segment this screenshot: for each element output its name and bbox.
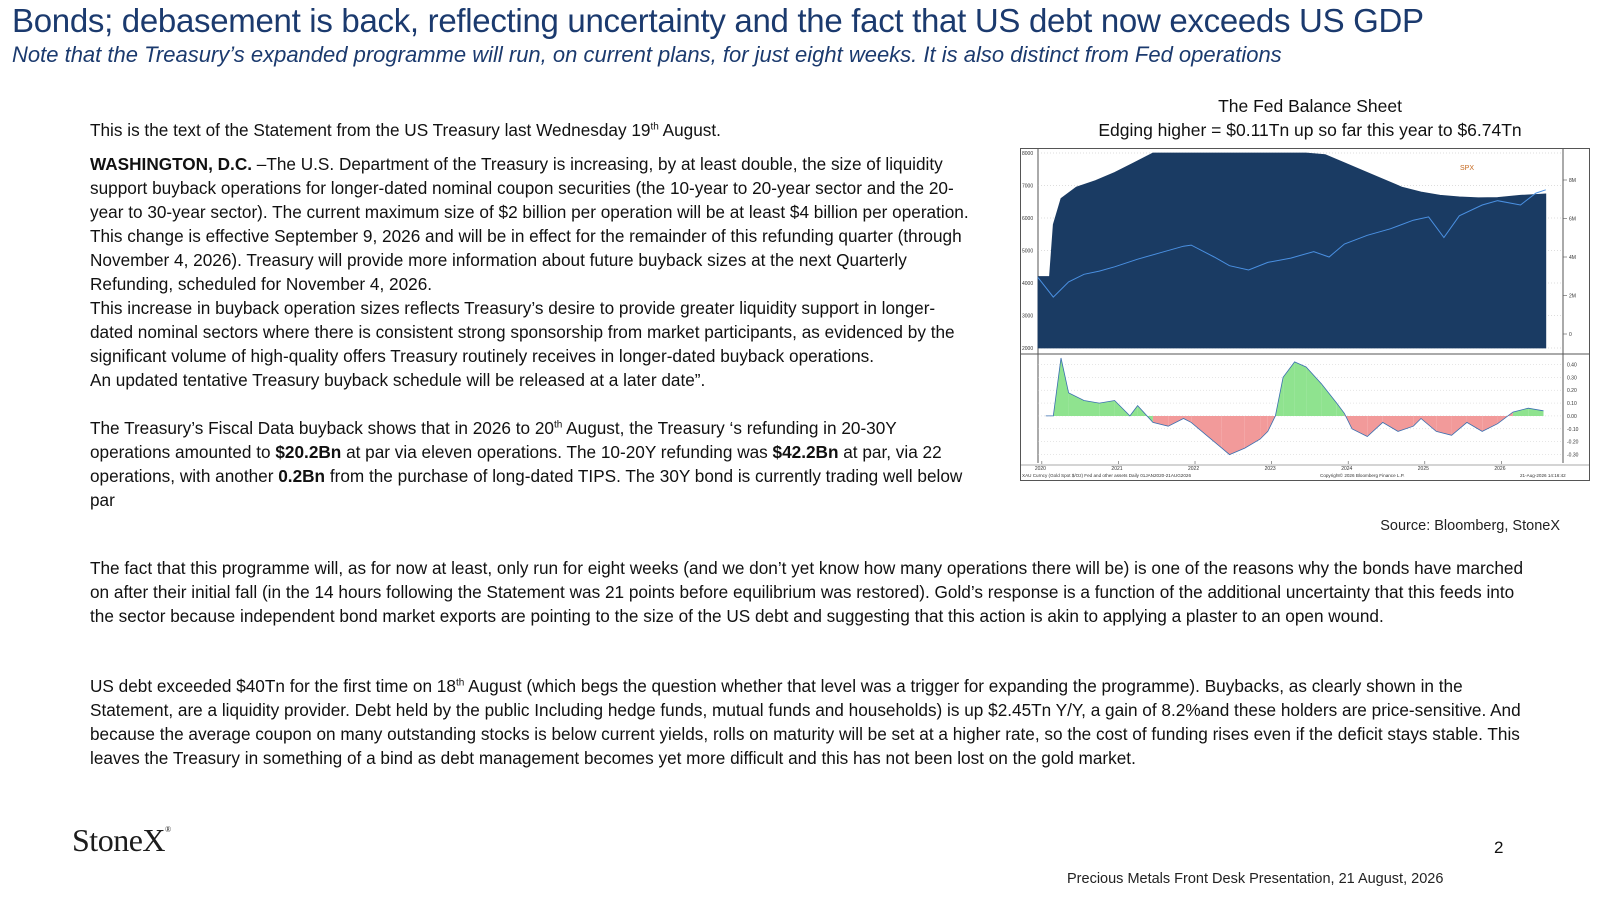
- y-right-tick-label: 6M: [1569, 216, 1576, 223]
- fiscal-value-tips: 0.2Bn: [278, 466, 326, 486]
- intro-text-end: August.: [658, 120, 721, 140]
- x-tick-label: 2022: [1188, 466, 1200, 472]
- y-right-tick-label: 0: [1569, 332, 1572, 338]
- debt-paragraph: [90, 674, 1540, 770]
- spacer: [90, 392, 970, 416]
- x-tick-label: 2021: [1111, 466, 1123, 472]
- y-left-tick-label: 8000: [1022, 151, 1034, 157]
- logo-text: StoneX: [72, 822, 165, 858]
- y-left-tick-label: 4000: [1022, 281, 1034, 287]
- lower-tick-label: 0.00: [1567, 413, 1577, 420]
- lower-tick-label: -0.10: [1567, 426, 1579, 433]
- y-left-tick-label: 2000: [1022, 346, 1034, 352]
- statement-paragraph-4: An updated tentative Treasury buyback schedule will be released at a later date”.: [90, 370, 706, 390]
- y-left-tick-label: 6000: [1022, 216, 1034, 222]
- spx-series-label: SPX: [1460, 165, 1475, 172]
- logo-mark: ®: [165, 825, 171, 834]
- debt-text: [90, 674, 1540, 770]
- chart-subtitle: Edging higher = $0.11Tn up so far this year to $6.74Tn: [1098, 120, 1522, 140]
- programme-text: The fact that this programme will, as for now at least, only run for eight weeks (and we don’t yet know how many operations there will be) is one of the reasons why the bonds have marched on after their initial fall (in the 14 hours following the Statement was 21 points before equilibrium was restored). Gold’s response is a function of the additional uncertainty that this feeds into the sector because independent bond market exports are pointing to the size of the US debt and suggesting that this action is akin to applying a plaster to an open wound.: [90, 558, 1524, 626]
- x-tick-label: 2026: [1494, 466, 1506, 472]
- x-tick-label: 2020: [1034, 466, 1046, 472]
- weekly-change-segment: [1295, 362, 1307, 416]
- presentation-footer: Precious Metals Front Desk Presentation, 21 August, 2026: [1067, 871, 1444, 887]
- lower-tick-label: 0.10: [1567, 401, 1577, 408]
- chart-svg: [1020, 148, 1590, 481]
- intro-sup: th: [650, 121, 659, 133]
- y-right-tick-label: 4M: [1569, 255, 1576, 261]
- x-tick-label: 2025: [1417, 466, 1429, 472]
- fiscal-text: August, the Treasury ‘s refunding in 20-30Y operations amounted to: [90, 418, 897, 462]
- fiscal-paragraph: [90, 416, 970, 512]
- y-left-tick-label: 3000: [1022, 313, 1034, 320]
- lower-tick-label: -0.30: [1567, 452, 1579, 459]
- chart-footer-mid: Copyright© 2026 Bloomberg Finance L.P.: [1320, 473, 1405, 478]
- statement-paragraph-2: This change is effective September 9, 2026 and will be in effect for the remainder of this refunding quarter (through November 4, 2026). Treasury will provide more information about future buyback sizes at the next Quarterly Refunding, scheduled for November 4, 2026.: [90, 226, 962, 294]
- fed-balance-sheet-chart: [1020, 148, 1590, 481]
- statement-intro: [90, 118, 970, 142]
- fiscal-sup: th: [554, 419, 563, 431]
- lower-tick-label: 0.20: [1567, 388, 1577, 395]
- chart-footer-left: XAU Curncy (Gold Spot $/Oz) Fed and other assets Daily 01JAN2020-21AUG2026: [1022, 473, 1192, 478]
- fiscal-value-20-30y: $20.2Bn: [275, 442, 342, 462]
- lower-tick-label: -0.20: [1567, 439, 1579, 446]
- programme-paragraph: [90, 556, 1540, 628]
- fiscal-text: The Treasury’s Fiscal Data buyback shows that in 2026 to 20: [90, 418, 554, 438]
- page-subtitle: Note that the Treasury’s expanded programme will run, on current plans, for just eight weeks. It is also distinct from Fed operations: [12, 42, 1282, 67]
- dateline: WASHINGTON, D.C.: [90, 154, 253, 174]
- chart-title: The Fed Balance Sheet: [1218, 96, 1402, 116]
- y-right-tick-label: 8M: [1569, 178, 1576, 184]
- y-right-tick-label: 2M: [1569, 293, 1576, 300]
- chart-footer-right: 21-Aug-2026 14:16:42: [1520, 473, 1566, 478]
- page-number: 2: [1494, 838, 1504, 857]
- lower-tick-label: 0.40: [1567, 362, 1577, 369]
- stonex-logo: [72, 822, 171, 859]
- x-tick-label: 2023: [1264, 466, 1276, 472]
- statement-paragraph-1: [90, 152, 970, 224]
- y-left-tick-label: 7000: [1022, 183, 1034, 190]
- lower-tick-label: 0.30: [1567, 375, 1577, 382]
- debt-sup: th: [455, 677, 465, 689]
- statement-paragraph-3: This increase in buyback operation sizes reflects Treasury’s desire to provide greater liquidity support in longer-dated nominal sectors where there is consistent strong sponsorship from market participants, as evidenced by the significant volume of high-quality offers Treasury routinely receives in longer-dated buyback operations.: [90, 298, 955, 366]
- debt-text-start: US debt exceeded $40Tn for the first time on 18: [90, 676, 456, 696]
- fiscal-text: from the purchase of long-dated TIPS. The 30Y bond is currently trading well below par: [90, 466, 963, 510]
- x-tick-label: 2024: [1341, 466, 1353, 472]
- debt-text-end: August (which begs the question whether that level was a trigger for expanding the programme). Buybacks, as clearly shown in the Statement, are a liquidity provider. Debt held by the public Including hedge funds, mutual funds and households) is up $2.45Tn Y/Y, a gain of 8.2%and these holders are price-sensitive. And because the average coupon on many outstanding stocks is below current yields, rolls on maturity will be set at a higher rate, so the cost of funding rises even if the deficit stays stable. This leaves the Treasury in something of a bind as debt management becomes yet more difficult and this has not been lost on the gold market.: [90, 676, 1521, 768]
- intro-text: This is the text of the Statement from the US Treasury last Wednesday 19: [90, 120, 651, 140]
- chart-source: Source: Bloomberg, StoneX: [1380, 518, 1560, 534]
- fiscal-value-10-20y: $42.2Bn: [772, 442, 839, 462]
- statement-column: [90, 118, 970, 512]
- fiscal-text: at par via eleven operations. The 10-20Y refunding was: [341, 442, 773, 462]
- y-left-tick-label: 5000: [1022, 248, 1034, 255]
- statement-p1-text: –The U.S. Department of the Treasury is increasing, by at least double, the size of liquidity support buyback operations for longer-dated nominal coupon securities (the 10-year to 20-year sector and the 20-year to 30-year sector). The current maximum size of $2 billion per operation will be at least $4 billion per operation.: [90, 154, 969, 222]
- fiscal-text: at par, via 22 operations, with another: [90, 442, 942, 486]
- page-title: Bonds; debasement is back, reflecting uncertainty and the fact that US debt now exceeds US GDP: [12, 2, 1424, 39]
